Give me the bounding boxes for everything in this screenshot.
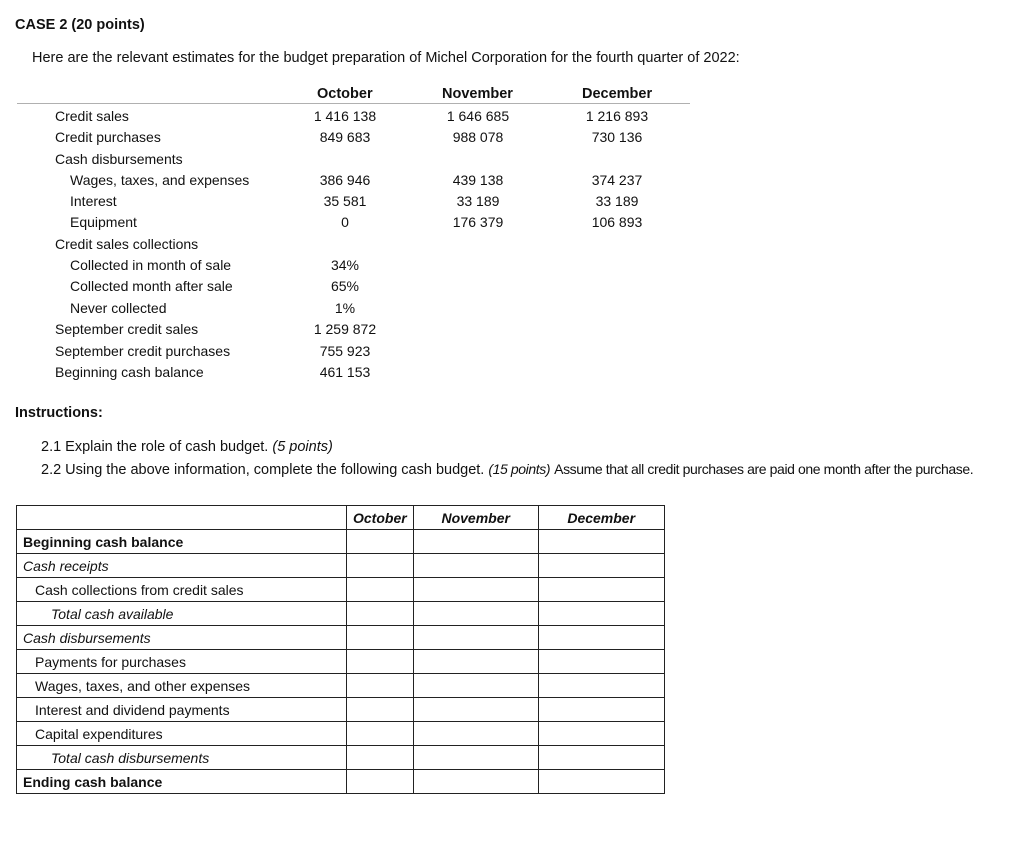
- budget-cell-october[interactable]: [347, 698, 414, 722]
- estimate-value: 33 189: [595, 193, 639, 209]
- estimate-label-collected-month-of-sale: Collected in month of sale: [70, 257, 232, 273]
- question-2-1: [41, 439, 333, 455]
- estimate-value: 1%: [334, 300, 356, 316]
- budget-cell-december[interactable]: [538, 530, 664, 554]
- budget-cell-november[interactable]: [413, 674, 538, 698]
- budget-row-capital-expenditures: [17, 722, 665, 746]
- budget-cell-november[interactable]: [413, 722, 538, 746]
- instructions-title: Instructions:: [15, 405, 103, 421]
- budget-row-payments-for-purchases: [17, 650, 665, 674]
- estimates-header-november: November: [442, 86, 513, 102]
- budget-row-label: Cash collections from credit sales: [17, 578, 347, 602]
- budget-row-total-cash-disbursements: [17, 746, 665, 770]
- budget-cell-november[interactable]: [413, 746, 538, 770]
- budget-cell-november[interactable]: [413, 626, 538, 650]
- budget-header-october: October: [347, 506, 414, 530]
- budget-cell-october[interactable]: [347, 746, 414, 770]
- estimate-label-never-collected: Never collected: [70, 300, 167, 316]
- budget-cell-december[interactable]: [538, 578, 664, 602]
- budget-cell-november[interactable]: [413, 602, 538, 626]
- estimate-label-credit-purchases: Credit purchases: [55, 129, 161, 145]
- budget-cell-october[interactable]: [347, 578, 414, 602]
- estimate-label-interest: Interest: [70, 193, 117, 209]
- question-2-1-text: 2.1 Explain the role of cash budget.: [41, 439, 269, 455]
- budget-row-label: Capital expenditures: [17, 722, 347, 746]
- estimate-label-equipment: Equipment: [70, 214, 137, 230]
- estimate-label-cash-disbursements: Cash disbursements: [55, 151, 183, 167]
- estimate-value: 106 893: [591, 214, 643, 230]
- case-title: CASE 2 (20 points): [15, 17, 145, 33]
- budget-cell-december[interactable]: [538, 722, 664, 746]
- budget-cell-november[interactable]: [413, 578, 538, 602]
- budget-cell-november[interactable]: [413, 530, 538, 554]
- budget-row-cash-disbursements: [17, 626, 665, 650]
- budget-cell-november[interactable]: [413, 650, 538, 674]
- budget-row-label: Ending cash balance: [17, 770, 347, 794]
- estimates-header-december: December: [582, 86, 653, 102]
- budget-row-label: Beginning cash balance: [17, 530, 347, 554]
- question-2-2: [41, 461, 973, 478]
- estimate-value: 849 683: [319, 129, 371, 145]
- budget-cell-october[interactable]: [347, 626, 414, 650]
- budget-cell-november[interactable]: [413, 770, 538, 794]
- estimate-value: 1 646 685: [446, 108, 510, 124]
- estimate-value: 35 581: [323, 193, 367, 209]
- budget-cell-october[interactable]: [347, 770, 414, 794]
- budget-cell-december[interactable]: [538, 698, 664, 722]
- budget-cell-october[interactable]: [347, 674, 414, 698]
- budget-cell-december[interactable]: [538, 674, 664, 698]
- budget-row-cash-receipts: [17, 554, 665, 578]
- budget-cell-october[interactable]: [347, 602, 414, 626]
- budget-cell-december[interactable]: [538, 554, 664, 578]
- estimate-value: 988 078: [452, 129, 504, 145]
- budget-row-total-cash-available: [17, 602, 665, 626]
- budget-cell-november[interactable]: [413, 698, 538, 722]
- budget-cell-december[interactable]: [538, 770, 664, 794]
- question-2-1-points: (5 points): [272, 439, 333, 455]
- estimate-value: 755 923: [319, 343, 371, 359]
- intro-text: Here are the relevant estimates for the budget preparation of Michel Corporation for the fourth quarter of 2022:: [32, 50, 740, 66]
- estimate-label-september-credit-purchases: September credit purchases: [55, 343, 231, 359]
- budget-row-interest-dividends: [17, 698, 665, 722]
- estimate-value: 33 189: [456, 193, 500, 209]
- question-2-2-points: (15 points): [488, 461, 551, 477]
- budget-header-blank: [17, 506, 347, 530]
- budget-row-label: Interest and dividend payments: [17, 698, 347, 722]
- estimate-value: 374 237: [591, 172, 643, 188]
- estimate-value: 65%: [330, 278, 360, 294]
- budget-row-beginning-cash-balance: [17, 530, 665, 554]
- budget-row-label: Total cash available: [17, 602, 347, 626]
- estimates-header-rule: [17, 103, 690, 104]
- budget-header-row: [17, 506, 665, 530]
- estimate-value: 461 153: [319, 364, 371, 380]
- estimate-value: 34%: [330, 257, 360, 273]
- budget-row-label: Total cash disbursements: [17, 746, 347, 770]
- estimate-label-beginning-cash-balance: Beginning cash balance: [55, 364, 204, 380]
- estimate-label-credit-sales-collections: Credit sales collections: [55, 236, 199, 252]
- budget-cell-october[interactable]: [347, 722, 414, 746]
- budget-row-label: Wages, taxes, and other expenses: [17, 674, 347, 698]
- estimate-label-credit-sales: Credit sales: [55, 108, 129, 124]
- estimate-value: 0: [341, 214, 349, 230]
- budget-cell-october[interactable]: [347, 530, 414, 554]
- estimate-label-september-credit-sales: September credit sales: [55, 321, 199, 337]
- budget-header-november: November: [413, 506, 538, 530]
- budget-header-december: December: [538, 506, 664, 530]
- cash-budget-table: [16, 505, 665, 794]
- question-2-2-text: 2.2 Using the above information, complete the following cash budget.: [41, 462, 485, 478]
- budget-row-label: Payments for purchases: [17, 650, 347, 674]
- budget-row-cash-collections: [17, 578, 665, 602]
- estimate-value: 176 379: [452, 214, 504, 230]
- estimate-value: 439 138: [452, 172, 504, 188]
- budget-row-ending-cash-balance: [17, 770, 665, 794]
- estimate-value: 1 416 138: [313, 108, 377, 124]
- budget-row-label: Cash disbursements: [17, 626, 347, 650]
- estimate-value: 730 136: [591, 129, 643, 145]
- estimate-label-wages: Wages, taxes, and expenses: [70, 172, 250, 188]
- budget-cell-december[interactable]: [538, 746, 664, 770]
- estimate-value: 1 216 893: [585, 108, 649, 124]
- budget-cell-october[interactable]: [347, 554, 414, 578]
- estimates-header-october: October: [317, 86, 373, 102]
- budget-cell-november[interactable]: [413, 554, 538, 578]
- budget-cell-october[interactable]: [347, 650, 414, 674]
- budget-cell-december[interactable]: [538, 602, 664, 626]
- estimate-value: 386 946: [319, 172, 371, 188]
- estimate-label-collected-month-after: Collected month after sale: [70, 278, 233, 294]
- estimate-value: 1 259 872: [313, 321, 377, 337]
- question-2-2-note: Assume that all credit purchases are paid one month after the purchase.: [554, 461, 974, 477]
- budget-cell-december[interactable]: [538, 650, 664, 674]
- budget-row-label: Cash receipts: [17, 554, 347, 578]
- budget-row-wages-taxes: [17, 674, 665, 698]
- budget-cell-december[interactable]: [538, 626, 664, 650]
